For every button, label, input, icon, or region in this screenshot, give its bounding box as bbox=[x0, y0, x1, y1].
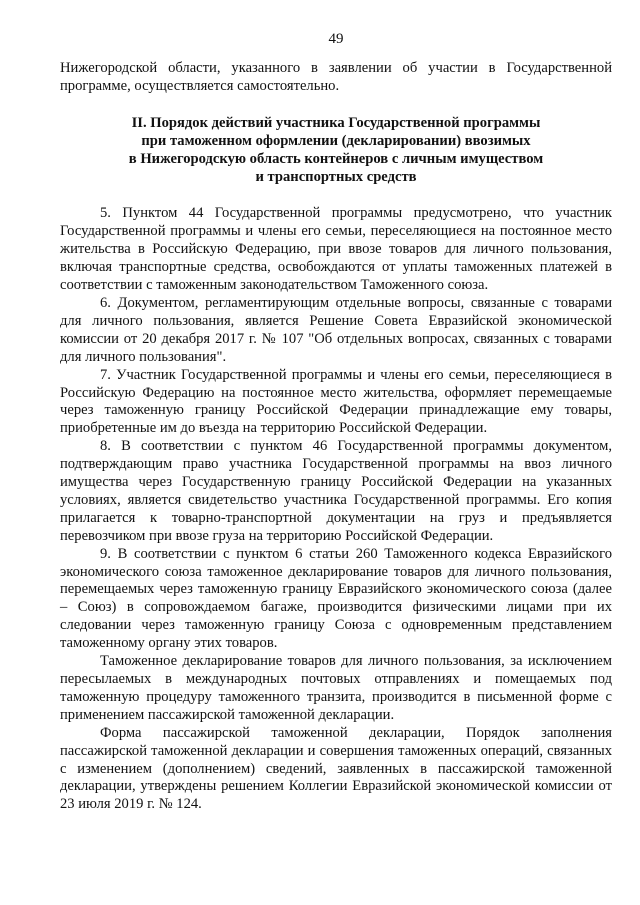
section-title-line: II. Порядок действий участника Государственной программы bbox=[131, 114, 541, 131]
section-title-line: в Нижегородскую область контейнеров с личным имуществом bbox=[128, 150, 544, 167]
paragraph-5: 5. Пунктом 44 Государственной программы предусмотрено, что участник Государственной программы и члены его семьи, переселяющиеся на постоянное место жительства в Российскую Федерацию, при ввозе товаров для личного пользования, включая транспортные средства, освобождаются от уплаты таможенных платежей в соответствии с таможенным законодательством Таможенного союза. bbox=[60, 205, 612, 294]
paragraph-7: 7. Участник Государственной программы и члены его семьи, переселяющиеся в Российскую Федерацию на постоянное место жительства, оформляет перемещаемые через таможенную границу Российской Федерации принадлежащие ему товары, приобретенные им до въезда на территорию Российской Федерации. bbox=[60, 366, 612, 437]
paragraph-6: 6. Документом, регламентирующим отдельные вопросы, связанные с товарами для личного пользования, является Решение Совета Евразийской экономической комиссии от 20 декабря 2017 г. № 107 "Об отдельных вопросах, связанных с товарами для личного пользования". bbox=[60, 294, 612, 365]
paragraph-9: 9. В соответствии с пунктом 6 статьи 260 Таможенного кодекса Евразийского экономического союза таможенное декларирование товаров для личного пользования, перемещаемых через таможенную границу Евразийского экономического союза (далее – Союз) в сопровождаемом багаже, производится физическими лицами при их следовании через таможенную границу Союза с одновременным представлением таможенному органу этих товаров. bbox=[60, 545, 612, 652]
document-page bbox=[60, 30, 612, 814]
paragraph-8: 8. В соответствии с пунктом 46 Государственной программы документом, подтверждающим право участника Государственной программы на ввоз личного имущества через Государственную границу Российской Федерации на указанных условиях, является свидетельство участника Государственной программы. Его копия прилагается к товарно-транспортной документации на груз и предъявляется перевозчиком при ввозе груза на территорию Российской Федерации. bbox=[60, 438, 612, 544]
section-title bbox=[60, 115, 612, 187]
section-title-line: и транспортных средств bbox=[255, 168, 417, 185]
section-title-line: при таможенном оформлении (декларировании) ввозимых bbox=[141, 132, 531, 149]
intro-paragraph: Нижегородской области, указанного в заявлении об участии в Государственной программе, осуществляется самостоятельно. bbox=[60, 60, 612, 94]
paragraph-declaration-form: Форма пассажирской таможенной декларации, Порядок заполнения пассажирской таможенной декларации и совершения таможенных операций, связанных с изменением (дополнением) сведений, заявленных в пассажирской таможенной декларации, утверждены решением Коллегии Евразийской экономической комиссии от 23 июля 2019 г. № 124. bbox=[60, 724, 612, 813]
page-number: 49 bbox=[328, 31, 344, 47]
paragraph-declaration-scope: Таможенное декларирование товаров для личного пользования, за исключением пересылаемых в международных почтовых отправлениях и помещаемых под таможенную процедуру таможенного транзита, производится в письменной форме с применением пассажирской таможенной декларации. bbox=[60, 653, 612, 723]
